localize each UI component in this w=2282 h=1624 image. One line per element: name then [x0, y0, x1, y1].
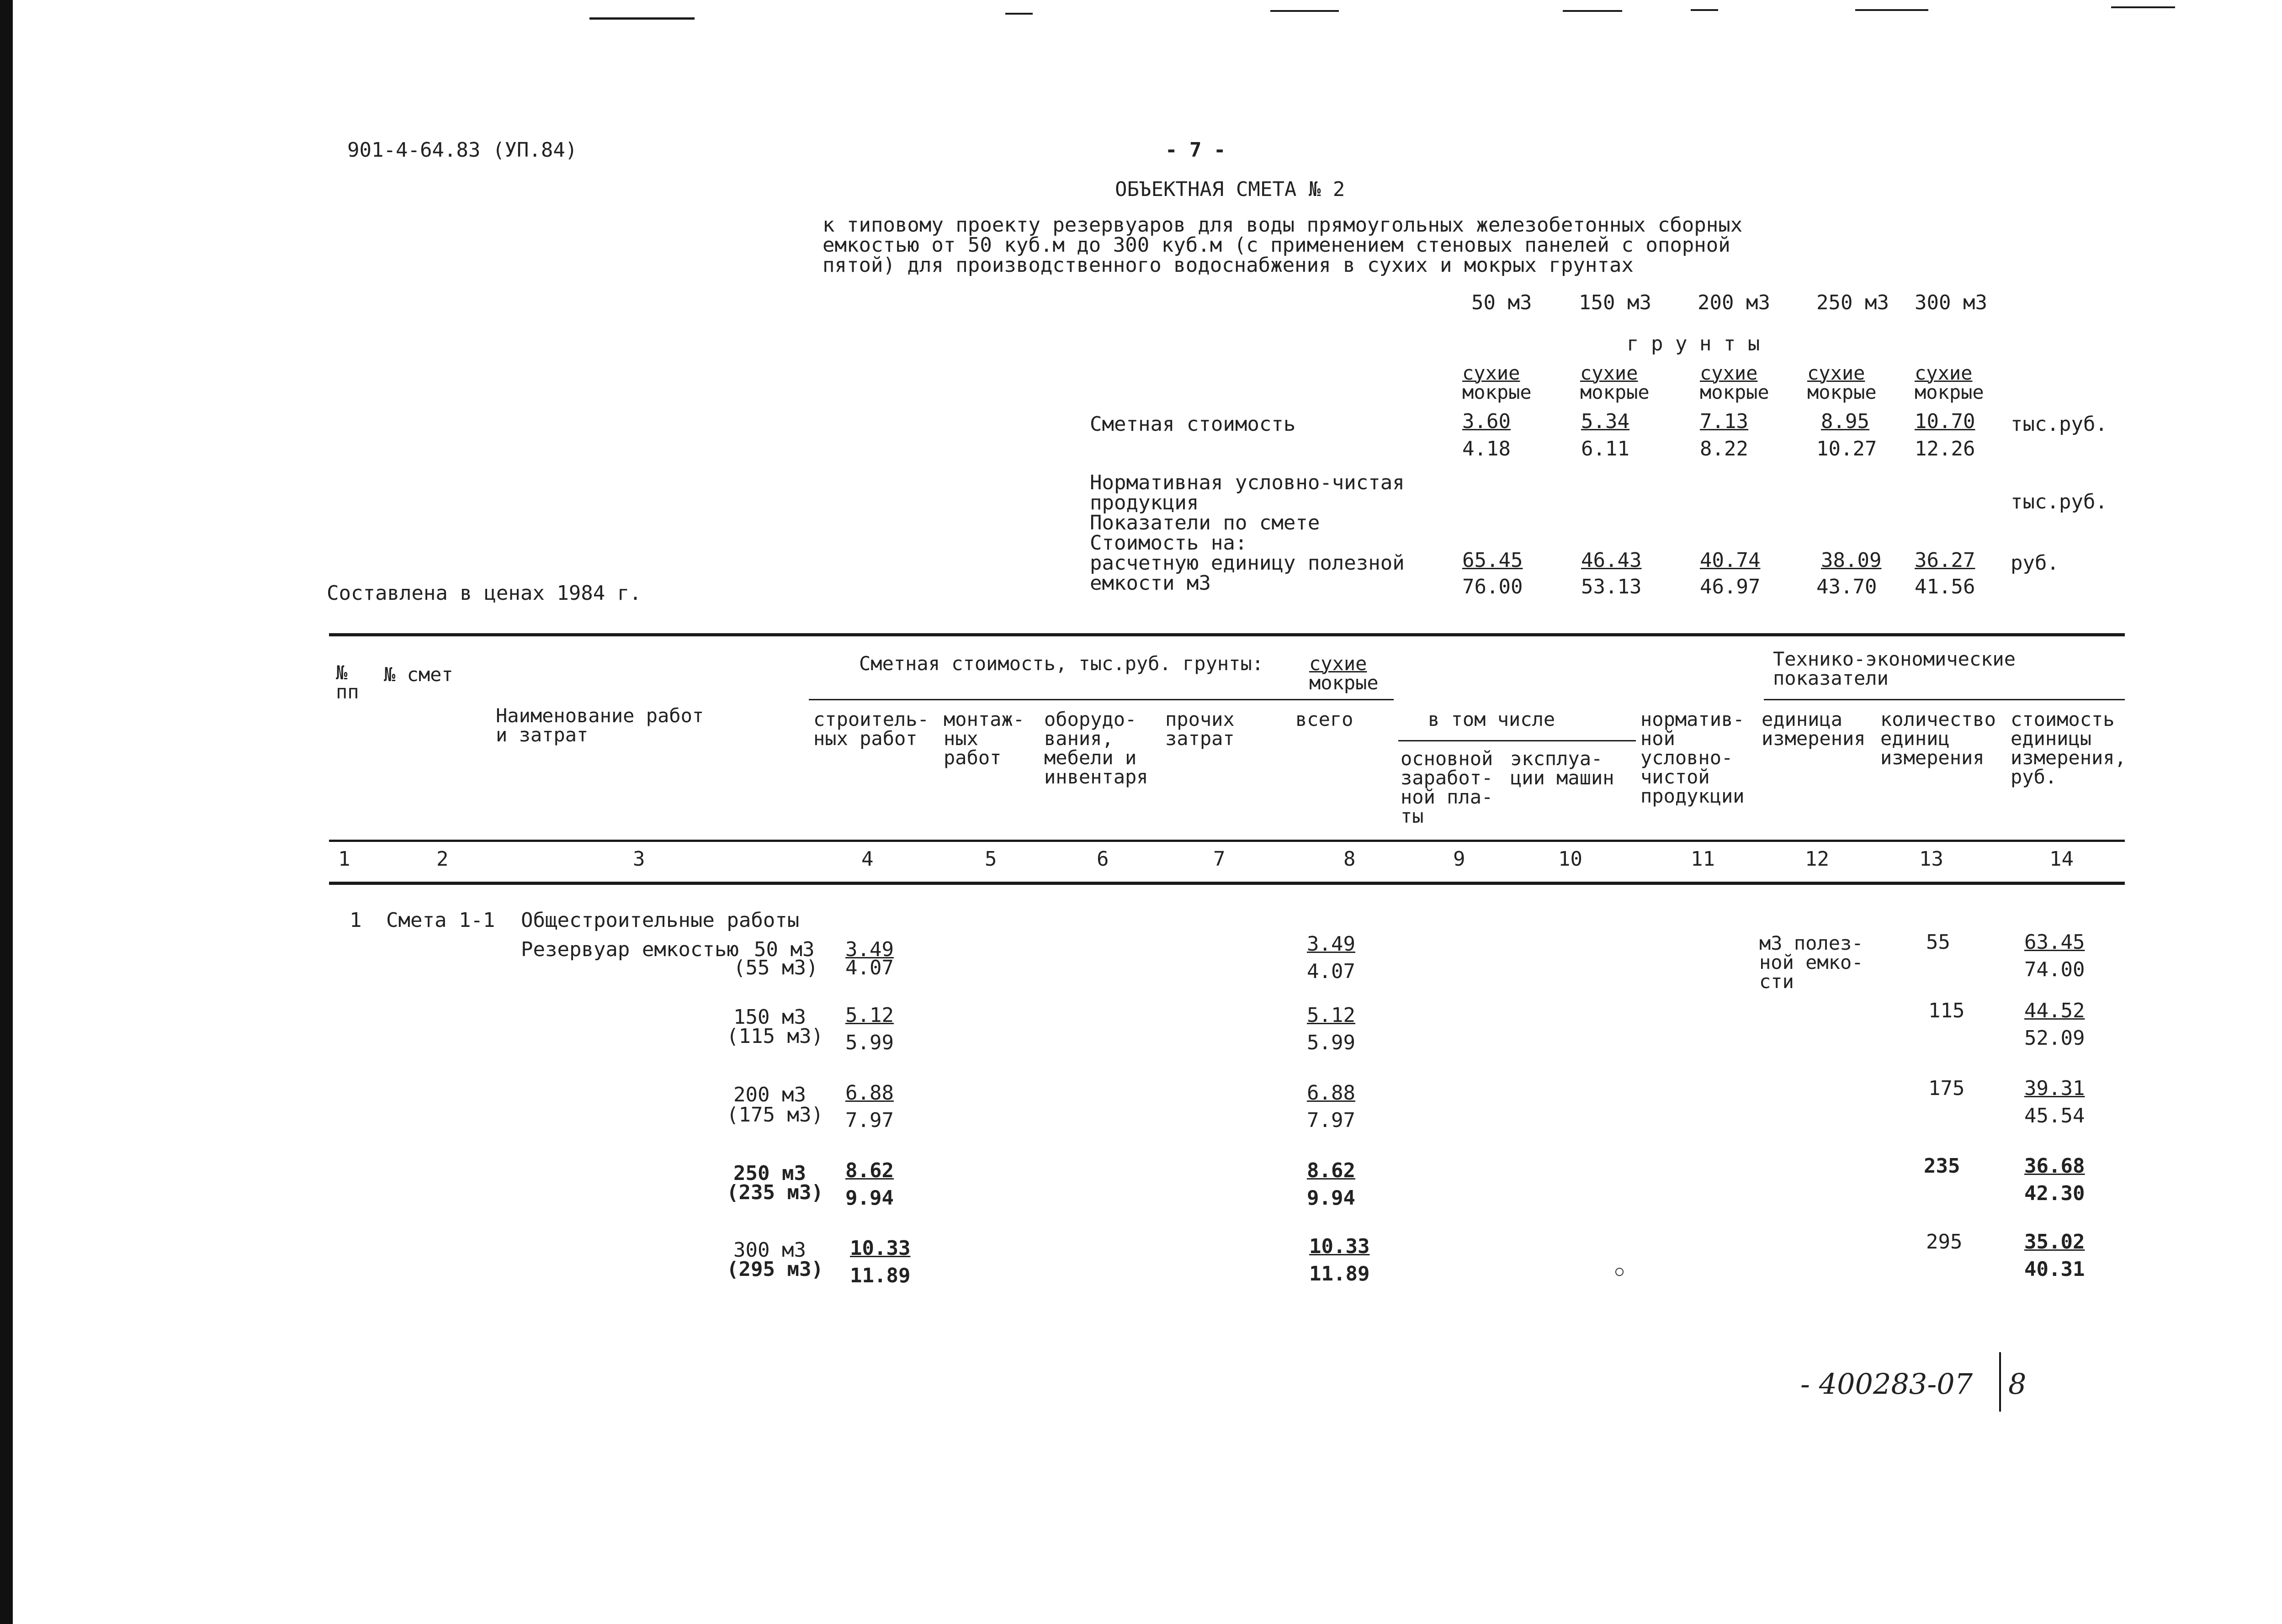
col-header-construction: строитель- ных работ — [813, 708, 929, 750]
row-volume: 150 м3 — [733, 1005, 806, 1029]
row-quantity: 295 — [1926, 1230, 1963, 1254]
subtitle-line-1: к типовому проекту резервуаров для воды прямоугольных железобетонных сборных — [823, 213, 1743, 237]
row-unit-cost-wet: 45.54 — [2024, 1104, 2085, 1127]
col-number-8: 8 — [1343, 847, 1356, 871]
cost-dry-300: 10.70 — [1915, 410, 1975, 433]
unit-cost-label-2: расчетную единицу полезной — [1090, 551, 1405, 575]
unit-cost-unit: руб. — [2011, 551, 2059, 575]
row-construction-dry: 5.12 — [845, 1004, 894, 1027]
section-number: 1 — [350, 909, 362, 932]
row-volume: 200 м3 — [733, 1083, 806, 1106]
col-header-normative: норматив- ной условно- чистой продукции — [1640, 708, 1745, 807]
row-unit-cost-wet: 40.31 — [2024, 1258, 2085, 1281]
soil-dry-50: сухие — [1462, 362, 1520, 384]
cost-dry-50: 3.60 — [1462, 410, 1511, 433]
column-numbers-rule — [329, 882, 2125, 885]
unit-cost-label-1: Стоимость на: — [1090, 531, 1247, 555]
unit-cost-wet-200: 46.97 — [1700, 575, 1761, 598]
scan-mark — [1691, 9, 1718, 11]
col-number-5: 5 — [985, 847, 997, 871]
normative-unit: тыс.руб. — [2011, 490, 2107, 513]
project-code: 901-4-64.83 (УП.84) — [347, 138, 578, 162]
col-number-10: 10 — [1558, 847, 1582, 871]
row-total-wet: 4.07 — [1307, 960, 1355, 983]
handwritten-sheet: 8 — [2008, 1367, 2027, 1401]
soil-wet-250: мокрые — [1807, 381, 1877, 403]
row-quantity: 55 — [1926, 931, 1950, 954]
row-unit-cost-dry: 35.02 — [2024, 1230, 2085, 1254]
section-estimate: Смета 1-1 — [386, 909, 495, 932]
col-header-no: № пп — [336, 661, 359, 703]
scan-mark — [1563, 10, 1622, 12]
cost-unit: тыс.руб. — [2011, 413, 2107, 436]
volume-150: 150 м3 — [1579, 291, 1651, 314]
tech-group-header: Технико-экономические показатели — [1773, 648, 2016, 689]
soil-wet-200: мокрые — [1700, 381, 1769, 403]
row-unit-cost-dry: 44.52 — [2024, 999, 2085, 1022]
row-volume: 50 м3 — [754, 938, 815, 961]
cost-wet-250: 10.27 — [1816, 437, 1877, 460]
scan-mark — [589, 17, 695, 20]
estimate-title: ОБЪЕКТНАЯ СМЕТА № 2 — [1115, 178, 1345, 201]
row-total-dry: 6.88 — [1307, 1081, 1355, 1105]
row-total-dry: 3.49 — [1307, 932, 1355, 956]
row-construction-wet: 7.97 — [845, 1109, 894, 1132]
scan-mark — [1005, 13, 1033, 15]
row-unit-cost-wet: 74.00 — [2024, 958, 2085, 981]
row-unit-cost-wet: 52.09 — [2024, 1026, 2085, 1050]
row-useful-volume: (55 м3) — [733, 956, 818, 979]
header-bottom-rule — [329, 840, 2125, 842]
normative-label-2: продукция — [1090, 491, 1199, 514]
row-total-wet: 5.99 — [1307, 1031, 1355, 1054]
row-useful-volume: (115 м3) — [727, 1025, 823, 1048]
unit-cost-wet-300: 41.56 — [1915, 575, 1975, 598]
indicators-label: Показатели по смете — [1090, 511, 1320, 534]
volume-50: 50 м3 — [1471, 291, 1532, 314]
cost-label: Сметная стоимость — [1090, 413, 1296, 436]
col-header-estimate-no: № смет — [384, 663, 453, 686]
col-number-6: 6 — [1097, 847, 1109, 871]
row-quantity: 115 — [1928, 999, 1965, 1022]
volume-250: 250 м3 — [1816, 291, 1889, 314]
unit-cost-dry-250: 38.09 — [1821, 549, 1882, 572]
col-header-unit: единица измерения — [1762, 708, 1866, 750]
soil-dry-200: сухие — [1700, 362, 1758, 384]
volume-200: 200 м3 — [1698, 291, 1770, 314]
soil-dry-300: сухие — [1915, 362, 1973, 384]
col-header-name: Наименование работ и затрат — [496, 704, 704, 746]
row-total-wet: 7.97 — [1307, 1109, 1355, 1132]
col-header-other: прочих затрат — [1165, 708, 1235, 750]
col-number-2: 2 — [436, 847, 449, 871]
cost-wet-300: 12.26 — [1915, 437, 1975, 460]
scan-edge-bar — [0, 0, 13, 1624]
col-number-14: 14 — [2049, 847, 2074, 871]
unit-cost-wet-150: 53.13 — [1581, 575, 1642, 598]
cost-group-dry: сухие — [1309, 652, 1367, 675]
row-quantity: 175 — [1928, 1077, 1965, 1100]
scan-mark — [1270, 10, 1339, 12]
cost-group-rule — [809, 699, 1394, 700]
row-construction-dry: 3.49 — [845, 938, 894, 961]
unit-cost-dry-200: 40.74 — [1700, 549, 1761, 572]
subtitle-line-2: емкостью от 50 куб.м до 300 куб.м (с применением стеновых панелей с опорной — [823, 233, 1730, 257]
row-construction-wet: 9.94 — [845, 1186, 894, 1210]
normative-label-1: Нормативная условно-чистая — [1090, 471, 1405, 494]
row-unit-cost-dry: 63.45 — [2024, 931, 2085, 954]
unit-cost-dry-50: 65.45 — [1462, 549, 1523, 572]
including-group-header: в том числе — [1428, 708, 1555, 730]
subtitle-line-3: пятой) для производственного водоснабжения в сухих и мокрых грунтах — [823, 254, 1634, 277]
row-total-wet: 9.94 — [1307, 1186, 1355, 1210]
col-number-12: 12 — [1805, 847, 1829, 871]
volume-300: 300 м3 — [1915, 291, 1987, 314]
soils-label: г р у н т ы — [1627, 332, 1760, 355]
row-construction-wet: 5.99 — [845, 1031, 894, 1054]
page-number: - 7 - — [1165, 138, 1226, 162]
row-construction-dry: 10.33 — [850, 1237, 911, 1260]
col-number-7: 7 — [1213, 847, 1226, 871]
row-quantity: 235 — [1924, 1154, 1960, 1178]
cost-dry-250: 8.95 — [1821, 410, 1869, 433]
unit-cost-wet-50: 76.00 — [1462, 575, 1523, 598]
row-useful-volume: (295 м3) — [727, 1258, 823, 1281]
row-total-dry: 5.12 — [1307, 1004, 1355, 1027]
row-volume: 300 м3 — [733, 1238, 806, 1262]
row-construction-wet: 4.07 — [845, 956, 894, 979]
cost-dry-200: 7.13 — [1700, 410, 1748, 433]
including-group-rule — [1398, 740, 1636, 741]
scan-mark — [1855, 9, 1928, 11]
soil-dry-250: сухие — [1807, 362, 1865, 384]
col-number-9: 9 — [1453, 847, 1465, 871]
cost-dry-150: 5.34 — [1581, 410, 1629, 433]
soil-wet-300: мокрые — [1915, 381, 1984, 403]
col-header-total: всего — [1295, 708, 1353, 730]
unit-cost-wet-250: 43.70 — [1816, 575, 1877, 598]
row-total-dry: 8.62 — [1307, 1159, 1355, 1182]
reservoir-label: Резервуар емкостью — [521, 938, 739, 961]
col-header-unit-cost: стоимость единицы измерения, руб. — [2011, 708, 2126, 788]
cost-wet-150: 6.11 — [1581, 437, 1629, 460]
table-top-rule — [329, 633, 2125, 636]
prices-note: Составлена в ценах 1984 г. — [327, 582, 642, 605]
row-unit-cost-dry: 39.31 — [2024, 1077, 2085, 1100]
row-construction-dry: 6.88 — [845, 1081, 894, 1105]
scan-mark — [2111, 6, 2175, 8]
section-name: Общестроительные работы — [521, 909, 800, 932]
row-total-wet: 11.89 — [1309, 1262, 1370, 1285]
row-useful-volume: (235 м3) — [727, 1181, 823, 1204]
row-unit-cost-wet: 42.30 — [2024, 1182, 2085, 1205]
cost-wet-50: 4.18 — [1462, 437, 1511, 460]
row-unit-cost-dry: 36.68 — [2024, 1154, 2085, 1178]
handwritten-code: - 400283-07 — [1800, 1367, 1973, 1401]
row-construction-dry: 8.62 — [845, 1159, 894, 1182]
col-number-11: 11 — [1691, 847, 1715, 871]
soil-wet-150: мокрые — [1580, 381, 1650, 403]
cost-wet-200: 8.22 — [1700, 437, 1748, 460]
col-header-machines: эксплуа- ции машин — [1510, 747, 1614, 789]
tech-group-rule — [1764, 699, 2125, 700]
unit-cost-dry-300: 36.27 — [1915, 549, 1975, 572]
row-construction-wet: 11.89 — [850, 1264, 911, 1287]
cost-group-header: Сметная стоимость, тыс.руб. грунты: — [859, 652, 1264, 675]
soil-dry-150: сухие — [1580, 362, 1638, 384]
scan-dot: ○ — [1615, 1263, 1624, 1279]
col-header-installation: монтаж- ных работ — [944, 708, 1025, 769]
col-number-1: 1 — [338, 847, 350, 871]
col-number-13: 13 — [1919, 847, 1943, 871]
col-header-salary: основной заработ- ной пла- ты — [1401, 747, 1493, 827]
row-useful-volume: (175 м3) — [727, 1103, 823, 1127]
soil-wet-50: мокрые — [1462, 381, 1532, 403]
col-number-4: 4 — [861, 847, 874, 871]
cost-group-wet: мокрые — [1309, 672, 1379, 694]
unit-measure-text: м3 полез- ной емко- сти — [1759, 932, 1863, 993]
col-header-qty: количество единиц измерения — [1880, 708, 1996, 769]
handwritten-divider — [1999, 1352, 2001, 1412]
col-number-3: 3 — [633, 847, 645, 871]
unit-cost-label-3: емкости м3 — [1090, 571, 1211, 595]
unit-cost-dry-150: 46.43 — [1581, 549, 1642, 572]
row-volume: 250 м3 — [733, 1162, 806, 1185]
row-total-dry: 10.33 — [1309, 1235, 1370, 1258]
col-header-equipment: оборудо- вания, мебели и инвентаря — [1044, 708, 1148, 788]
